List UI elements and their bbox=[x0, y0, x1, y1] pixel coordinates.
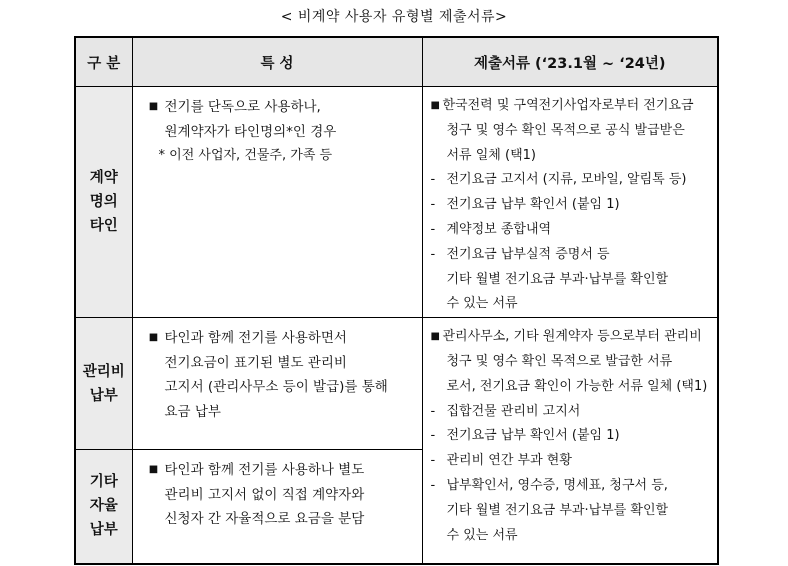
bullet-icon: ■ bbox=[148, 332, 159, 344]
list-item: - 전기요금 납부 확인서 (붙임 1) bbox=[430, 197, 620, 213]
list-item: - 계약정보 종합내역 bbox=[430, 221, 552, 237]
document-table bbox=[74, 36, 719, 565]
header-category: 구 분 bbox=[75, 37, 132, 87]
list-item: - 전기요금 고지서 (지류, 모바일, 알림톡 등) bbox=[430, 172, 687, 188]
list-item: - 납부확인서, 영수증, 명세표, 청구서 등, 기타 월별 전기요금 부과·납부를 확인할 수 있는 서류 bbox=[430, 477, 669, 543]
list-item: - 집합건물 관리비 고지서 bbox=[430, 403, 581, 419]
category-self-pay: 기타 자율 납부 bbox=[75, 450, 132, 564]
documents-shared: ■ 관리사무소, 기타 원계약자 등으로부터 관리비 청구 및 영수 확인 목적으로 발급한 서류 로서, 전기요금 확인이 가능한 서류 일체 (택1) - 집합건물 관리비 고지서 - 전기요금 납부 확인서 (붙임 1) - 관리비 연간 부과 현황 - 납부확인서, 영수증, 명세표, 청구서 등, 기타 월별 전기요금 부과·납부를 확인할 수 있는 서류 bbox=[422, 318, 718, 564]
bullet-icon: ■ bbox=[148, 464, 159, 476]
bullet-icon: ■ bbox=[148, 101, 159, 112]
list-item: - 전기요금 납부실적 증명서 등 기타 월별 전기요금 부과·납부를 확인할 수 있는 서류 bbox=[430, 246, 669, 312]
features-mgmt-fee: ■ 타인과 함께 전기를 사용하면서 전기요금이 표기된 별도 관리비 고지서 (관리사무소 등이 발급)를 통해 요금 납부 bbox=[132, 318, 422, 450]
table-row bbox=[75, 318, 718, 450]
table-row bbox=[75, 87, 718, 318]
table-header-row bbox=[75, 37, 718, 87]
category-mgmt-fee: 관리비 납부 bbox=[75, 318, 132, 450]
documents-contract-other: ■ 한국전력 및 구역전기사업자로부터 전기요금 청구 및 영수 확인 목적으로 공식 발급받은 서류 일체 (택1) - 전기요금 고지서 (지류, 모바일, 알림톡 등) - 전기요금 납부 확인서 (붙임 1) - 계약정보 종합내역 - 전기요금 납부실적 증명서 등 기타 월별 전기요금 부과·납부를 확인할 수 있는 서류 bbox=[422, 87, 718, 318]
features-self-pay: ■ 타인과 함께 전기를 사용하나 별도 관리비 고지서 없이 직접 계약자와 신청자 간 자율적으로 요금을 분담 bbox=[132, 450, 422, 564]
list-item: - 전기요금 납부 확인서 (붙임 1) bbox=[430, 428, 620, 444]
list-item: - 관리비 연간 부과 현황 bbox=[430, 453, 572, 469]
category-contract-other: 계약 명의 타인 bbox=[75, 87, 132, 318]
footnote: * 이전 사업자, 건물주, 가족 등 bbox=[158, 148, 333, 163]
features-contract-other: ■ 전기를 단독으로 사용하나, 원계약자가 타인명의*인 경우 * 이전 사업자, 건물주, 가족 등 bbox=[132, 87, 422, 318]
bullet-icon: ■ bbox=[430, 331, 440, 343]
header-features: 특 성 bbox=[132, 37, 422, 87]
header-documents: 제출서류 (‘23.1월 ~ ‘24년) bbox=[422, 37, 718, 87]
page-title: < 비계약 사용자 유형별 제출서류> bbox=[280, 9, 508, 25]
bullet-icon: ■ bbox=[430, 100, 440, 111]
